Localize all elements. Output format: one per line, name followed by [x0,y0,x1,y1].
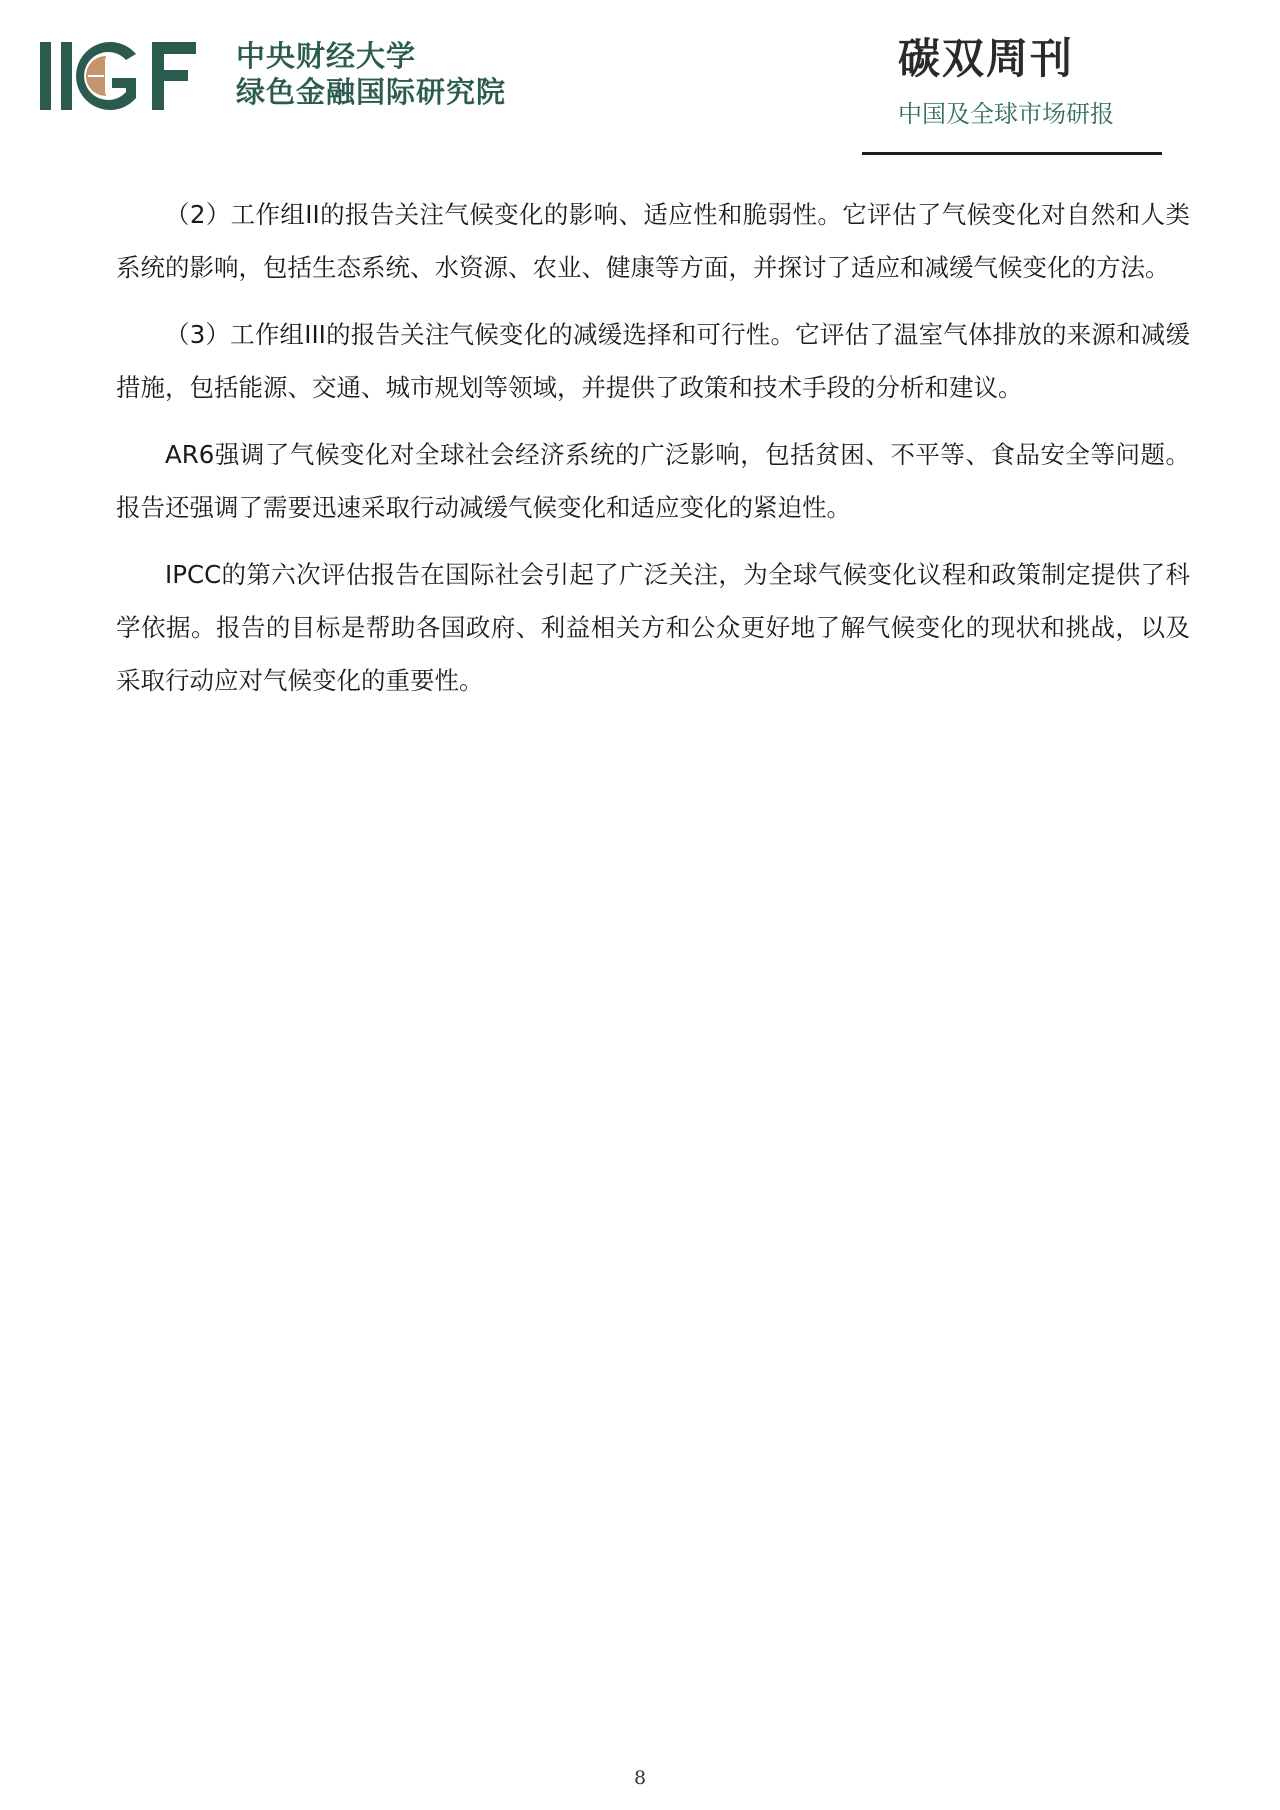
paragraph: AR6强调了气候变化对全球社会经济系统的广泛影响，包括贫困、不平等、食品安全等问题。报告还强调了需要迅速采取行动减缓气候变化和适应变化的紧迫性。 [116,440,1190,522]
org-name-line2: 绿色金融国际研究院 [236,75,507,109]
page-number: 8 [633,1767,647,1789]
org-name-line1: 中央财经大学 [236,39,417,73]
header-rule [862,152,1162,155]
page-header [0,0,1280,160]
paragraph: IPCC的第六次评估报告在国际社会引起了广泛关注，为全球气候变化议程和政策制定提供了科学依据。报告的目标是帮助各国政府、利益相关方和公众更好地了解气候变化的现状和挑战，以及采取行动应对气候变化的重要性。 [116,560,1190,695]
logo [40,39,507,112]
publication-block [862,30,1166,158]
body-text [116,188,1190,721]
paragraph: （2）工作组II的报告关注气候变化的影响、适应性和脆弱性。它评估了气候变化对自然和人类系统的影响，包括生态系统、水资源、农业、健康等方面，并探讨了适应和减缓气候变化的方法。 [116,200,1190,282]
publication-subtitle: 中国及全球市场研报 [898,100,1114,128]
paragraph: （3）工作组III的报告关注气候变化的减缓选择和可行性。它评估了温室气体排放的来源和减缓措施，包括能源、交通、城市规划等领域，并提供了政策和技术手段的分析和建议。 [116,320,1190,402]
iigf-logo-icon [40,40,210,112]
org-name [236,38,576,110]
publication-title: 碳双周刊 [898,34,1075,83]
